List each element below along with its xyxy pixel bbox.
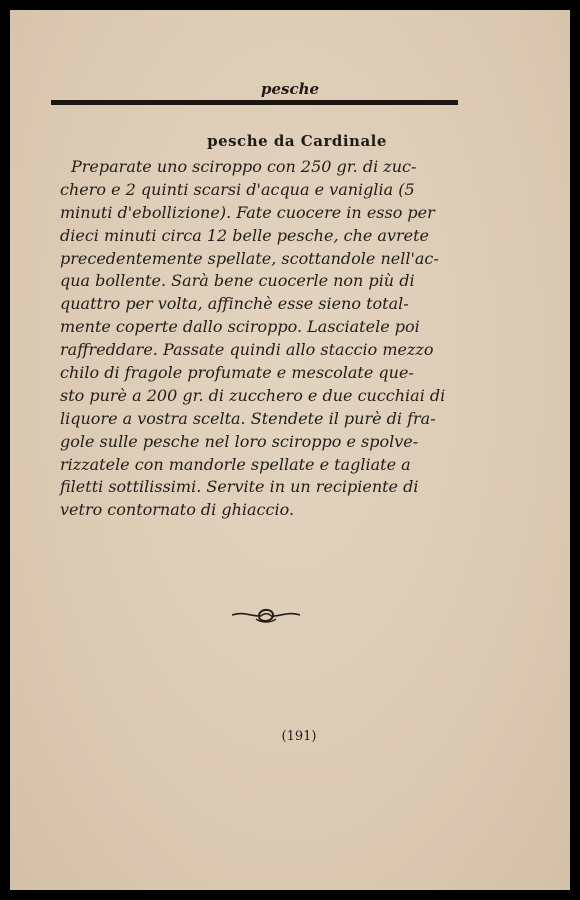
recipe-line: chero e 2 quinti scarsi d'acqua e vaniglia (5 bbox=[60, 179, 415, 199]
recipe-line: gole sulle pesche nel loro sciroppo e spolve- bbox=[60, 431, 419, 451]
recipe-line: chilo di fragole profumate e mescolate que- bbox=[60, 363, 414, 383]
book-page bbox=[10, 10, 570, 890]
page-number: (191) bbox=[281, 729, 317, 744]
recipe-body bbox=[60, 156, 470, 522]
recipe-line: minuti d'ebollizione). Fate cuocere in esso per bbox=[60, 202, 435, 222]
recipe-line: Preparate uno sciroppo con 250 gr. di zuc- bbox=[71, 157, 417, 176]
fleuron-ornament-icon bbox=[230, 604, 302, 626]
recipe-line: dieci minuti circa 12 belle pesche, che avrete bbox=[60, 225, 430, 245]
recipe-line: mente coperte dallo sciroppo. Lasciatele poi bbox=[60, 317, 420, 337]
recipe-line: precedentemente spellate, scottandole nell'ac- bbox=[60, 248, 439, 268]
header-rule bbox=[51, 100, 458, 105]
recipe-line: sto purè a 200 gr. di zucchero e due cucchiai di bbox=[60, 385, 446, 405]
recipe-line: qua bollente. Sarà bene cuocerle non più di bbox=[60, 271, 415, 291]
recipe-line: filetti sottilissimi. Servite in un recipiente di bbox=[60, 477, 419, 497]
recipe-line: liquore a vostra scelta. Stendete il purè di fra- bbox=[60, 408, 436, 428]
recipe-title: pesche da Cardinale bbox=[207, 132, 387, 150]
recipe-line: vetro contornato di ghiaccio. bbox=[60, 500, 295, 520]
recipe-line: raffreddare. Passate quindi allo staccio mezzo bbox=[60, 340, 434, 360]
recipe-line: rizzatele con mandorle spellate e tagliate a bbox=[60, 454, 411, 474]
recipe-line: quattro per volta, affinchè esse sieno total- bbox=[60, 294, 409, 314]
running-head: pesche bbox=[260, 80, 320, 98]
